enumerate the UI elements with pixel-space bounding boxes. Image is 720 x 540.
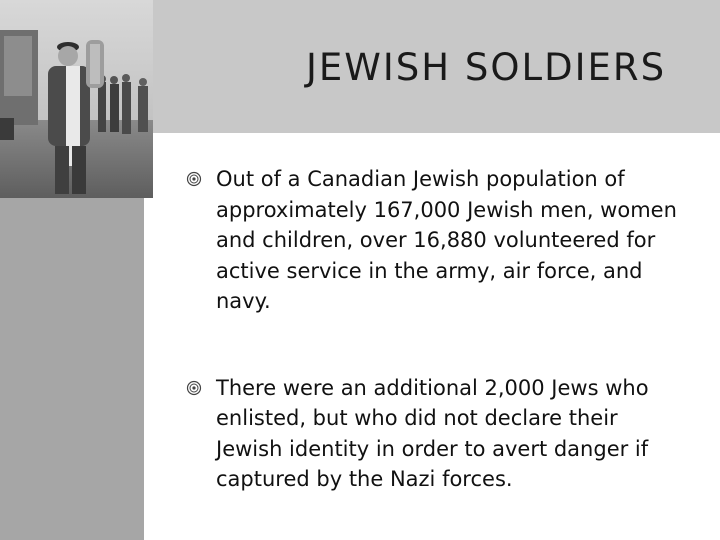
- bullet-list: [186, 164, 686, 495]
- circle-bullet-icon: [186, 171, 202, 187]
- soldier-photo: [0, 0, 153, 198]
- bullet-text: Out of a Canadian Jewish population of approximately 167,000 Jewish men, women and children, over 16,880 volunteered for active service in the army, air force, and navy.: [216, 167, 677, 313]
- circle-bullet-icon: [186, 380, 202, 396]
- bullet-item: [186, 373, 686, 495]
- bullet-item: [186, 164, 686, 317]
- slide-title: JEWISH SOLDIERS: [306, 46, 667, 89]
- bullet-text: There were an additional 2,000 Jews who enlisted, but who did not declare their Jewish identity in order to avert danger if captured by the Nazi forces.: [216, 375, 649, 491]
